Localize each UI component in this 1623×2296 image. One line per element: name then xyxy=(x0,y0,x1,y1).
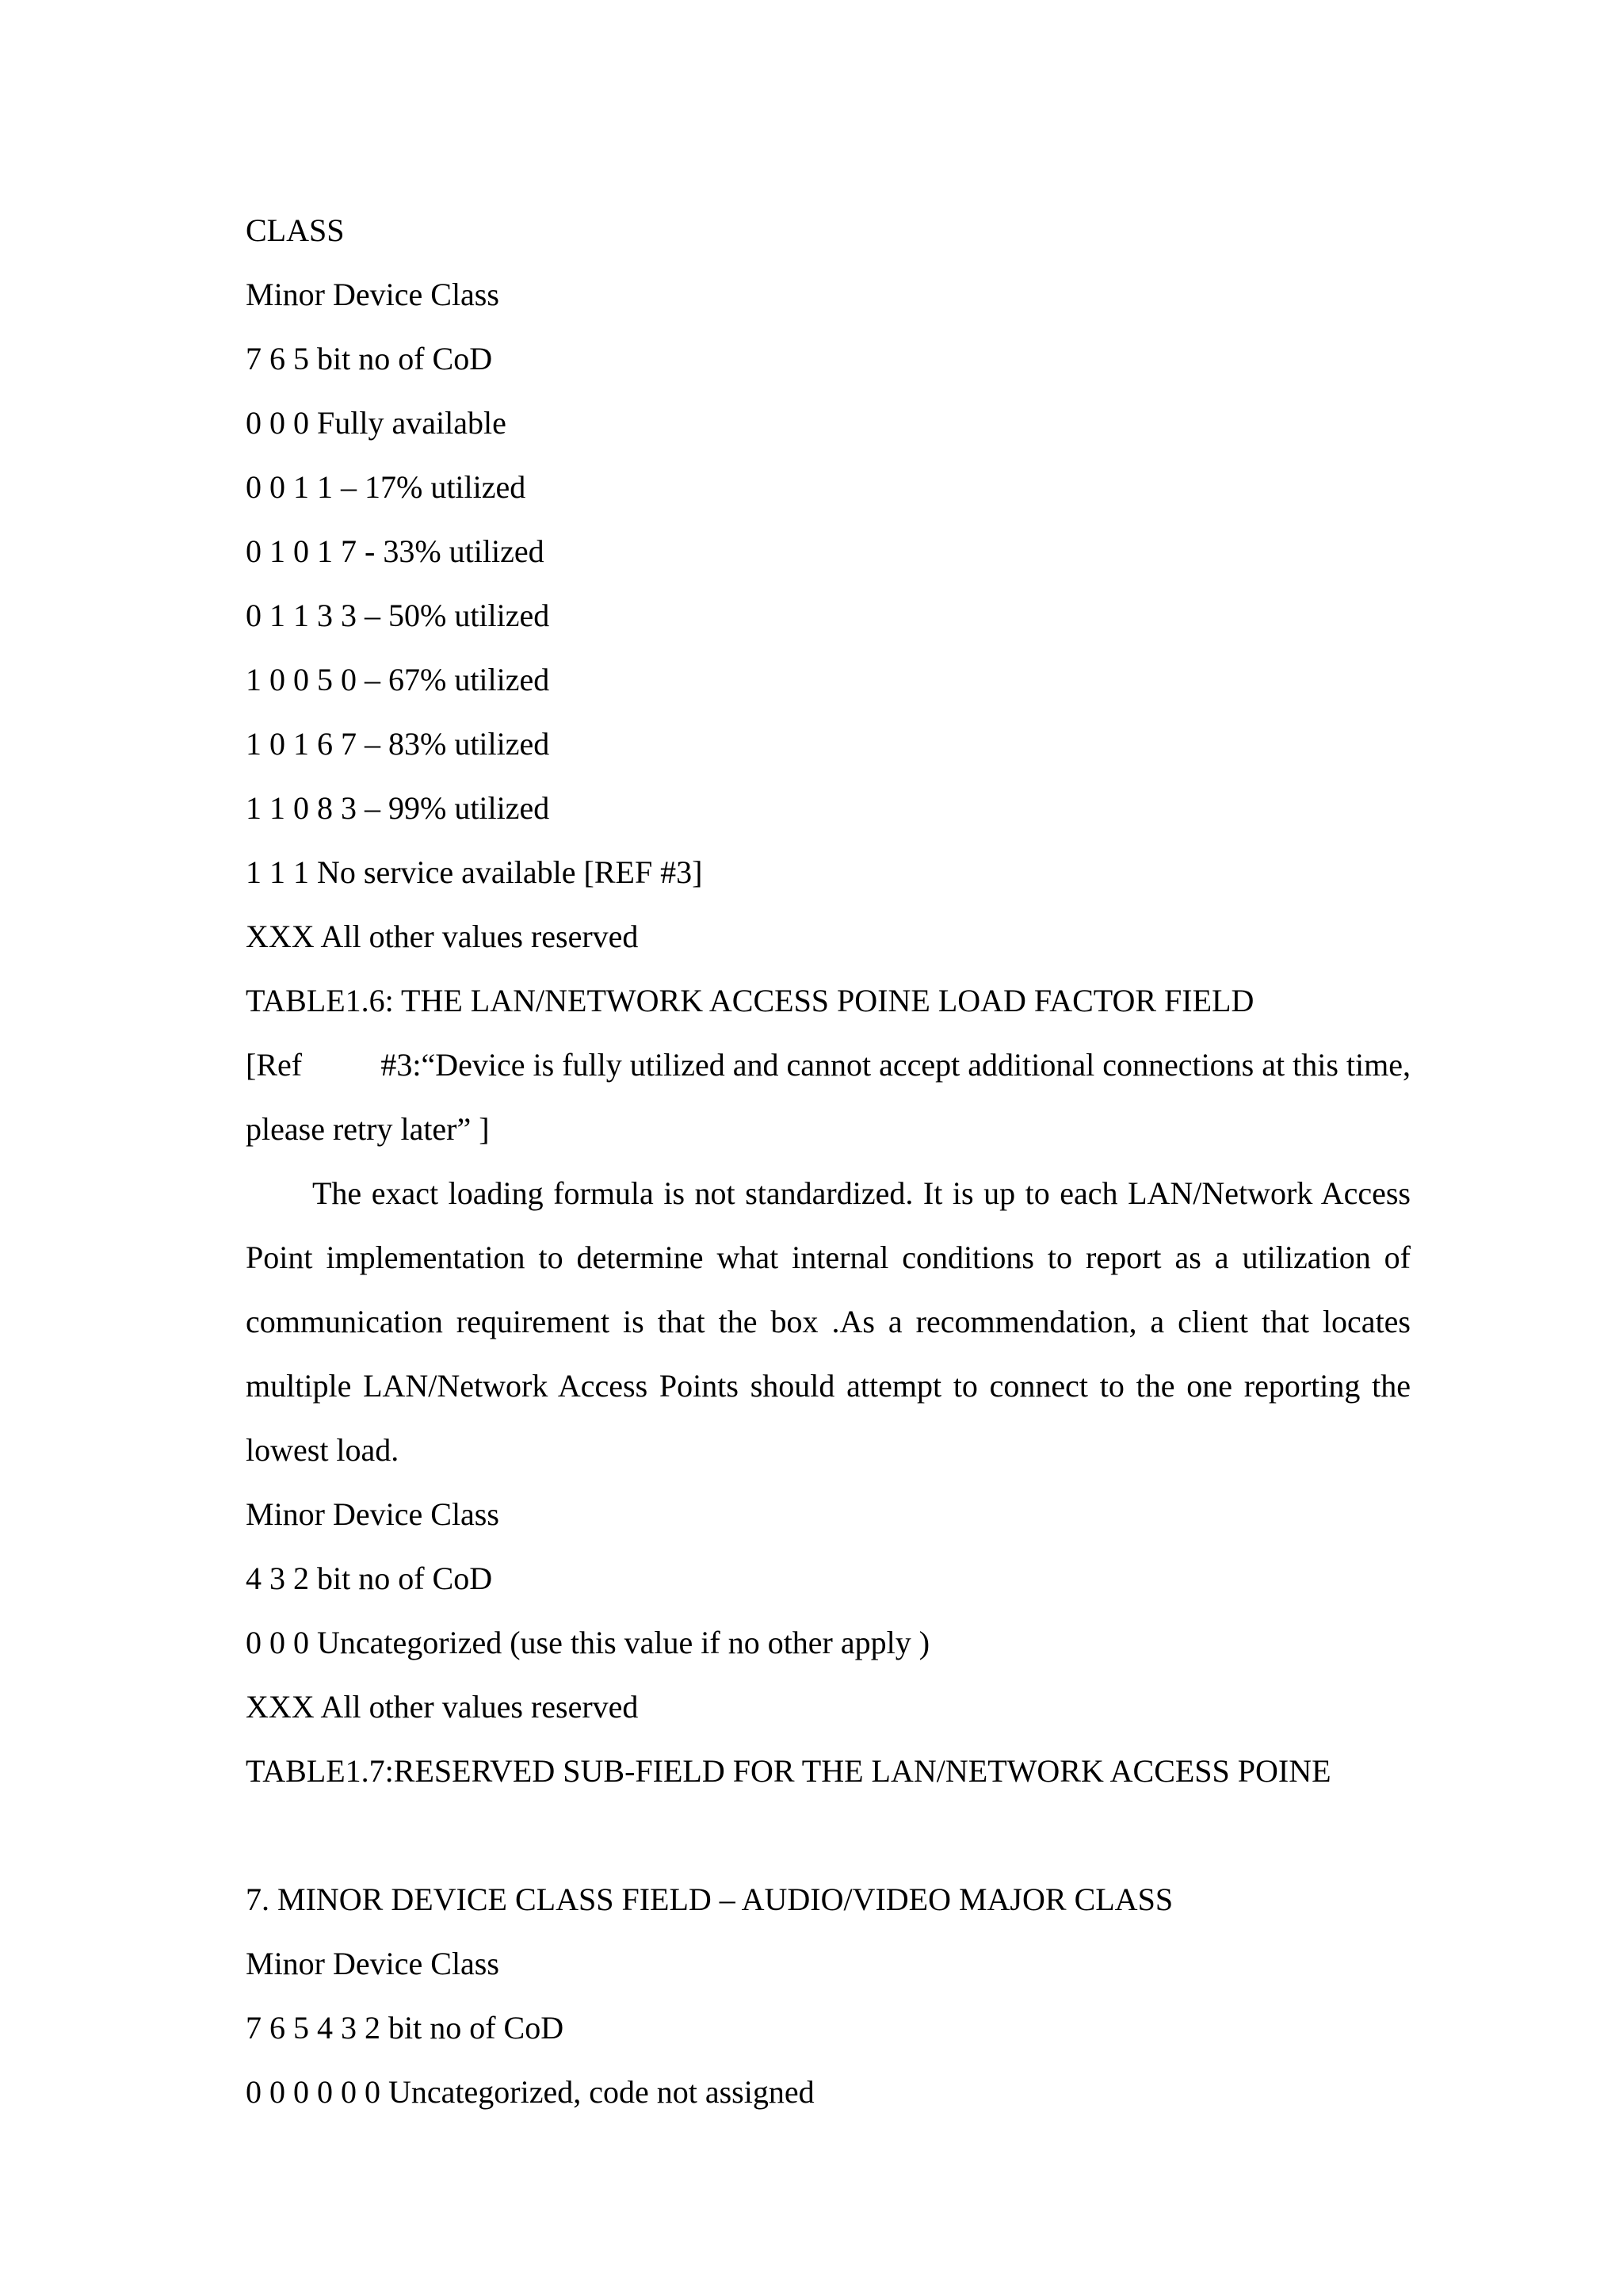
uncategorized-row: 0 0 0 Uncategorized (use this value if no other apply ) xyxy=(246,1625,930,1660)
av-uncategorized-row: 0 0 0 0 0 0 Uncategorized, code not assigned xyxy=(246,2074,815,2110)
minor-device-class-label: Minor Device Class xyxy=(246,277,499,312)
table-caption-1-7: TABLE1.7:RESERVED SUB-FIELD FOR THE LAN/NETWORK ACCESS POINE xyxy=(246,1753,1331,1789)
ref-note-label: [Ref xyxy=(246,1047,303,1083)
load-row-001: 0 0 1 1 – 17% utilized xyxy=(246,469,526,505)
load-row-100: 1 0 0 5 0 – 67% utilized xyxy=(246,662,550,697)
ref-note-line-1 xyxy=(246,1043,1411,1107)
section-7-heading: 7. MINOR DEVICE CLASS FIELD – AUDIO/VIDEO MAJOR CLASS xyxy=(246,1881,1174,1917)
load-row-110: 1 1 0 8 3 – 99% utilized xyxy=(246,790,550,826)
minor-device-class-label-3: Minor Device Class xyxy=(246,1946,499,1981)
ref-note-line-2: please retry later” ] xyxy=(246,1111,490,1147)
bit-header-765432: 7 6 5 4 3 2 bit no of CoD xyxy=(246,2010,564,2046)
reserved-values-row-2: XXX All other values reserved xyxy=(246,1689,639,1725)
section-class-heading: CLASS xyxy=(246,212,345,248)
load-row-111: 1 1 1 No service available [REF #3] xyxy=(246,854,703,890)
body-paragraph: The exact loading formula is not standardized. It is up to each LAN/Network Access Point implementation to determine what internal conditions to report as a utilization of communication requirement is that the box .As a recommendation, a client that locates multiple LAN/Network Access Points should attempt to connect to the one reporting the lowest load. xyxy=(246,1175,1411,1468)
load-row-000: 0 0 0 Fully available xyxy=(246,405,506,441)
bit-header-432: 4 3 2 bit no of CoD xyxy=(246,1561,493,1596)
load-row-101: 1 0 1 6 7 – 83% utilized xyxy=(246,726,550,762)
load-row-011: 0 1 1 3 3 – 50% utilized xyxy=(246,598,550,633)
section-spacer xyxy=(246,1813,1411,1878)
page-content xyxy=(246,208,1411,2134)
load-row-010: 0 1 0 1 7 - 33% utilized xyxy=(246,533,544,569)
ref-note-text: #3:“Device is fully utilized and cannot accept additional connections at this time, xyxy=(380,1047,1411,1083)
bit-header-765: 7 6 5 bit no of CoD xyxy=(246,341,493,376)
minor-device-class-label-2: Minor Device Class xyxy=(246,1496,499,1532)
table-caption-1-6: TABLE1.6: THE LAN/NETWORK ACCESS POINE LOAD FACTOR FIELD xyxy=(246,983,1254,1018)
reserved-values-row: XXX All other values reserved xyxy=(246,919,639,954)
body-paragraph-wrap xyxy=(246,1161,1411,1482)
